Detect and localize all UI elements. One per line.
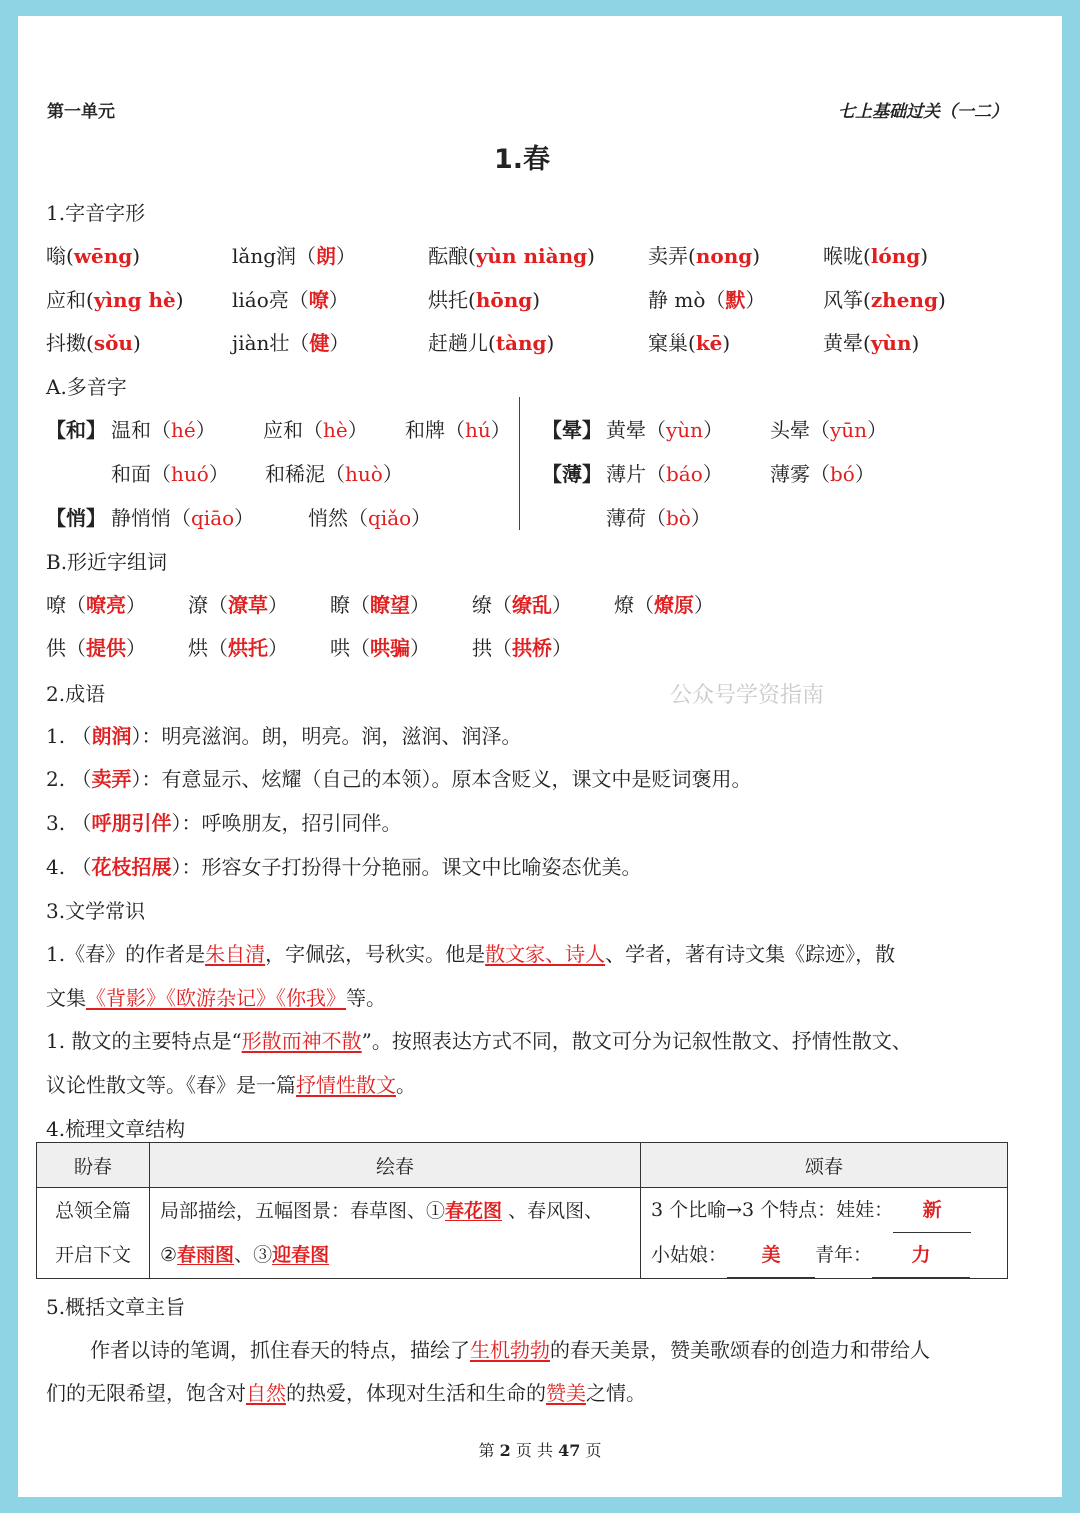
compound-answer: 缭乱 <box>512 593 552 617</box>
bracket: ) <box>532 288 541 312</box>
word-text: 酝酿 <box>428 244 468 268</box>
pronunciation-item <box>823 284 946 313</box>
word-text: 静悄悄 <box>111 506 171 530</box>
answer-text: nong <box>695 244 753 268</box>
section-title-b: B.形近字组词 <box>46 550 168 574</box>
polyphone-item: 和稀泥（huò） <box>265 462 403 486</box>
bracket: ) <box>937 288 946 312</box>
item-number: 2. <box>46 767 66 791</box>
bracket: ) <box>587 244 595 268</box>
answer-text: 健 <box>309 331 330 355</box>
polyphone-key-he: 【和】 <box>46 418 106 442</box>
bracket: ( <box>488 331 496 355</box>
word-text: 风筝 <box>823 288 863 312</box>
pinyin-answer: bò <box>666 506 691 530</box>
char-text: 瞭 <box>330 593 350 617</box>
word-text: 和面 <box>111 462 151 486</box>
bracket: ) <box>546 331 555 355</box>
idiom-item: 1. （朗润）：明亮滋润。朗，明亮。润，滋润、润泽。 <box>46 724 522 748</box>
pronunciation-item <box>428 284 540 313</box>
pinyin-answer: hú <box>465 418 491 442</box>
word-text: lǎng润 <box>232 244 297 268</box>
polyphone-item: 和牌（hú） <box>405 418 511 442</box>
answer-text: yìng hè <box>93 288 176 312</box>
word-text: jiàn壮 <box>232 331 290 355</box>
answer-text: zheng <box>870 288 938 312</box>
item-number: 4. <box>46 855 66 879</box>
compound-answer: 提供 <box>86 636 126 660</box>
polyphone-item: 静悄悄（qiāo） <box>111 506 255 530</box>
bracket: ) <box>911 331 920 355</box>
pinyin-answer: hé <box>171 418 196 442</box>
bracket: （ <box>296 244 317 268</box>
pinyin-answer: bó <box>830 462 855 486</box>
polyphone-item: 薄荷（bò） <box>606 506 711 530</box>
bracket: ( <box>688 331 696 355</box>
bracket: ( <box>66 244 74 268</box>
answer-text: 默 <box>725 288 746 312</box>
idiom-word: 呼朋引伴 <box>91 811 172 835</box>
char-text: 潦 <box>188 593 208 617</box>
idiom-word: 朗润 <box>91 724 132 748</box>
theme-line-2: 们的无限希望，饱含对自然的热爱，体现对生活和生命的赞美之情。 <box>46 1381 646 1405</box>
bracket: （ <box>289 331 310 355</box>
bracket: ) <box>132 244 141 268</box>
table-cell-intro: 总领全篇 开启下文 <box>37 1188 150 1279</box>
idiom-item: 4. （花枝招展）：形容女子打扮得十分艳丽。课文中比喻姿态优美。 <box>46 855 642 879</box>
bracket: ） <box>336 244 357 268</box>
pinyin-answer: huò <box>345 462 383 486</box>
bracket: ( <box>468 244 476 268</box>
word-text: 薄片 <box>606 462 646 486</box>
word-text: 嗡 <box>46 244 66 268</box>
table-cell-praise: 3 个比喻→3 个特点：娃娃： 新 小姑娘： 美 青年： 力 <box>641 1188 1008 1279</box>
compound-answer: 烘托 <box>228 636 268 660</box>
word-text: 薄雾 <box>770 462 810 486</box>
pronunciation-item <box>232 284 349 313</box>
polyphone-key-bao: 【薄】 <box>542 462 602 486</box>
table-cell-describe: 局部描绘，五幅图景：春草图、①春花图 、春风图、 ②春雨图、③迎春图 <box>150 1188 641 1279</box>
bracket: ( <box>688 244 696 268</box>
polyphone-item: 悄然（qiǎo） <box>308 506 432 530</box>
pronunciation-item <box>46 284 184 313</box>
word-text: 温和 <box>111 418 151 442</box>
similar-char-item: 哄（哄骗） <box>330 636 430 660</box>
literature-line-3: 1. 散文的主要特点是“形散而神不散”。按照表达方式不同，散文可分为记叙性散文、抒情性散文、 <box>46 1029 912 1053</box>
idiom-definition: ：明亮滋润。朗，明亮。润，滋润、润泽。 <box>141 724 522 748</box>
word-text: 喉咙 <box>823 244 863 268</box>
word-text: 黄晕 <box>606 418 646 442</box>
compound-answer: 瞭望 <box>370 593 410 617</box>
bracket: （ <box>705 288 726 312</box>
pronunciation-item <box>232 327 349 356</box>
bracket: ( <box>86 331 94 355</box>
bracket: （ <box>288 288 309 312</box>
section-title-3: 3.文学常识 <box>46 899 146 923</box>
polyphone-item: 温和（hé） <box>111 418 216 442</box>
page-footer: 第 2 页 共 47 页 <box>478 1441 602 1460</box>
pronunciation-item <box>428 240 595 269</box>
pinyin-answer: yùn <box>666 418 704 442</box>
answer-text: wēng <box>73 244 133 268</box>
answer-text: hōng <box>475 288 533 312</box>
word-text: 抖擞 <box>46 331 86 355</box>
word-text: 薄荷 <box>606 506 646 530</box>
bracket: ( <box>468 288 476 312</box>
similar-char-item: 供（提供） <box>46 636 146 660</box>
polyphone-item: 薄片（báo） <box>606 462 723 486</box>
pinyin-answer: hè <box>323 418 348 442</box>
compound-answer: 哄骗 <box>370 636 410 660</box>
column-divider <box>519 397 520 530</box>
char-text: 烘 <box>188 636 208 660</box>
literature-line-2: 文集《背影》《欧游杂记》《你我》等。 <box>46 986 386 1010</box>
answer-text: kē <box>695 331 723 355</box>
pronunciation-item <box>823 240 928 269</box>
idiom-definition: ：呼唤朋友，招引同伴。 <box>181 811 402 835</box>
answer-text: 朗 <box>316 244 337 268</box>
pronunciation-item <box>428 327 554 356</box>
bracket: ) <box>920 244 929 268</box>
idiom-definition: ：形容女子打扮得十分艳丽。课文中比喻姿态优美。 <box>181 855 642 879</box>
bracket: ( <box>863 331 871 355</box>
pronunciation-item <box>823 327 919 356</box>
word-text: 和稀泥 <box>265 462 325 486</box>
answer-text: yùn niàng <box>475 244 588 268</box>
char-text: 嘹 <box>46 593 66 617</box>
unit-label: 第一单元 <box>47 102 115 122</box>
table-header-cell: 盼春 <box>37 1143 150 1188</box>
literature-line-4: 议论性散文等。《春》是一篇抒情性散文。 <box>46 1073 416 1097</box>
similar-char-item: 燎（燎原） <box>614 593 714 617</box>
compound-answer: 拱桥 <box>512 636 552 660</box>
bracket: ( <box>86 288 94 312</box>
answer-text: lóng <box>870 244 921 268</box>
pinyin-answer: huó <box>171 462 209 486</box>
word-text: 悄然 <box>308 506 348 530</box>
table-header-cell: 绘春 <box>150 1143 641 1188</box>
idiom-definition: ：有意显示、炫耀（自己的本领）。原本含贬义，课文中是贬词褒用。 <box>141 767 752 791</box>
word-text: 静 mò <box>648 288 706 312</box>
idiom-word: 卖弄 <box>91 767 132 791</box>
bracket: ) <box>722 331 731 355</box>
similar-char-item: 潦（潦草） <box>188 593 288 617</box>
structure-table <box>36 1142 1008 1279</box>
word-text: 应和 <box>263 418 303 442</box>
pronunciation-item <box>232 240 356 269</box>
table-row <box>37 1188 1008 1279</box>
section-title-a: A.多音字 <box>46 375 127 399</box>
compound-answer: 嘹亮 <box>86 593 126 617</box>
pronunciation-item <box>648 240 760 269</box>
similar-char-item: 缭（缭乱） <box>472 593 572 617</box>
word-text: 卖弄 <box>648 244 688 268</box>
bracket: ） <box>329 331 350 355</box>
pronunciation-item <box>46 240 140 269</box>
table-header-cell: 颂春 <box>641 1143 1008 1188</box>
word-text: 应和 <box>46 288 86 312</box>
compound-answer: 燎原 <box>654 593 694 617</box>
idiom-item: 3. （呼朋引伴）：呼唤朋友，招引同伴。 <box>46 811 402 835</box>
section-title-2: 2.成语 <box>46 682 106 706</box>
table-header-row <box>37 1143 1008 1188</box>
page-title: 1.春 <box>493 144 551 175</box>
section-title-4: 4.梳理文章结构 <box>46 1117 186 1141</box>
section-title-5: 5.概括文章主旨 <box>46 1295 186 1319</box>
answer-text: tàng <box>495 331 547 355</box>
char-text: 燎 <box>614 593 634 617</box>
char-text: 哄 <box>330 636 350 660</box>
word-text: 窠巢 <box>648 331 688 355</box>
idiom-word: 花枝招展 <box>91 855 172 879</box>
section-title-1: 1.字音字形 <box>46 201 146 225</box>
series-label: 七上基础过关（一二） <box>838 102 1008 122</box>
item-number: 3. <box>46 811 66 835</box>
answer-text: yùn <box>870 331 912 355</box>
pinyin-answer: qiāo <box>191 506 235 530</box>
word-text: liáo亮 <box>232 288 289 312</box>
answer-text: sǒu <box>93 331 133 355</box>
bracket: ) <box>175 288 184 312</box>
polyphone-key-qiao: 【悄】 <box>46 506 106 530</box>
similar-char-item: 拱（拱桥） <box>472 636 572 660</box>
similar-char-item: 瞭（瞭望） <box>330 593 430 617</box>
word-text: 黄晕 <box>823 331 863 355</box>
bracket: ( <box>863 244 871 268</box>
literature-line-1: 1.《春》的作者是朱自清，字佩弦，号秋实。他是散文家、诗人、学者，著有诗文集《踪迹》，散 <box>46 942 896 966</box>
similar-char-item: 烘（烘托） <box>188 636 288 660</box>
word-text: 头晕 <box>770 418 810 442</box>
bracket: ） <box>745 288 766 312</box>
theme-line-1: 作者以诗的笔调，抓住春天的特点，描绘了生机勃勃的春天美景，赞美歌颂春的创造力和带给人 <box>90 1338 930 1362</box>
bracket: ) <box>752 244 761 268</box>
char-text: 供 <box>46 636 66 660</box>
watermark: 公众号学资指南 <box>670 683 825 708</box>
pinyin-answer: qiǎo <box>368 506 412 530</box>
pinyin-answer: yūn <box>830 418 868 442</box>
word-text: 和牌 <box>405 418 445 442</box>
polyphone-item: 头晕（yūn） <box>770 418 888 442</box>
idiom-item: 2. （卖弄）：有意显示、炫耀（自己的本领）。原本含贬义，课文中是贬词褒用。 <box>46 767 752 791</box>
pronunciation-item <box>648 327 730 356</box>
char-text: 拱 <box>472 636 492 660</box>
word-text: 烘托 <box>428 288 468 312</box>
bracket: ) <box>132 331 141 355</box>
polyphone-item: 薄雾（bó） <box>770 462 875 486</box>
similar-char-item: 嘹（嘹亮） <box>46 593 146 617</box>
bracket: ( <box>863 288 871 312</box>
pronunciation-item <box>46 327 141 356</box>
polyphone-key-yun: 【晕】 <box>542 418 602 442</box>
char-text: 缭 <box>472 593 492 617</box>
word-text: 赶趟儿 <box>428 331 488 355</box>
polyphone-item: 应和（hè） <box>263 418 368 442</box>
polyphone-item: 和面（huó） <box>111 462 229 486</box>
bracket: ） <box>328 288 349 312</box>
answer-text: 嘹 <box>308 288 329 312</box>
pronunciation-item <box>648 284 765 313</box>
item-number: 1. <box>46 724 66 748</box>
pinyin-answer: báo <box>666 462 703 486</box>
polyphone-item: 黄晕（yùn） <box>606 418 724 442</box>
compound-answer: 潦草 <box>228 593 268 617</box>
